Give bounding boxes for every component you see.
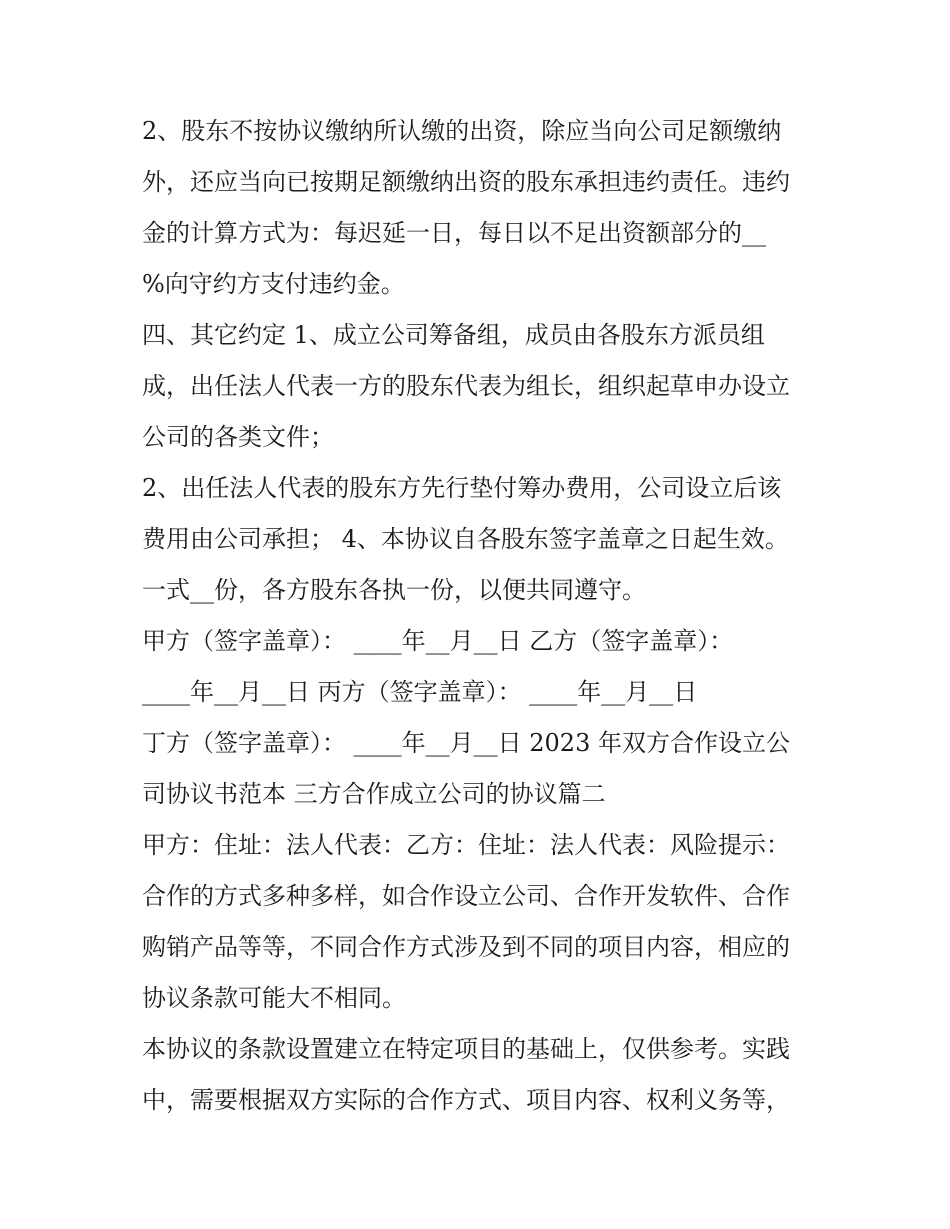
text-line: 成，出任法人代表一方的股东代表为组长，组织起草申办设立 xyxy=(142,372,790,400)
text-line: ____年__月__日 丙方（签字盖章）： ____年__月__日 xyxy=(142,678,698,706)
text-line: 一式__份，各方股东各执一份，以便共同遵守。 xyxy=(142,576,646,604)
text-line: 费用由公司承担； 4、本协议自各股东签字盖章之日起生效。 xyxy=(142,525,789,553)
text-line: 购销产品等等，不同合作方式涉及到不同的项目内容，相应的 xyxy=(142,933,790,961)
text-line: 协议条款可能大不相同。 xyxy=(142,984,406,1012)
text-line: 合作的方式多种多样，如合作设立公司、合作开发软件、合作 xyxy=(142,882,790,910)
text-line: 公司的各类文件； xyxy=(142,423,334,451)
text-line: 外，还应当向已按期足额缴纳出资的股东承担违约责任。违约 xyxy=(142,168,790,196)
text-line: 2、出任法人代表的股东方先行垫付筹办费用，公司设立后该 xyxy=(142,474,782,502)
text-line: %向守约方支付违约金。 xyxy=(142,270,405,298)
document-body xyxy=(142,106,822,1126)
text-line: 四、其它约定 1、成立公司筹备组，成员由各股东方派员组 xyxy=(142,321,765,349)
text-line: 金的计算方式为：每迟延一日，每日以不足出资额部分的__ xyxy=(142,219,766,247)
text-line: 中，需要根据双方实际的合作方式、项目内容、权利义务等， xyxy=(142,1086,790,1114)
text-line: 司协议书范本 三方合作成立公司的协议篇二 xyxy=(142,780,606,808)
text-line: 本协议的条款设置建立在特定项目的基础上，仅供参考。实践 xyxy=(142,1035,790,1063)
text-line: 甲方：住址：法人代表：乙方：住址：法人代表：风险提示： xyxy=(142,831,790,859)
text-line: 甲方（签字盖章）： ____年__月__日 乙方（签字盖章）： xyxy=(142,627,734,655)
text-line: 2、股东不按协议缴纳所认缴的出资，除应当向公司足额缴纳 xyxy=(142,117,782,145)
text-line: 丁方（签字盖章）： ____年__月__日 2023 年双方合作设立公 xyxy=(142,729,790,757)
